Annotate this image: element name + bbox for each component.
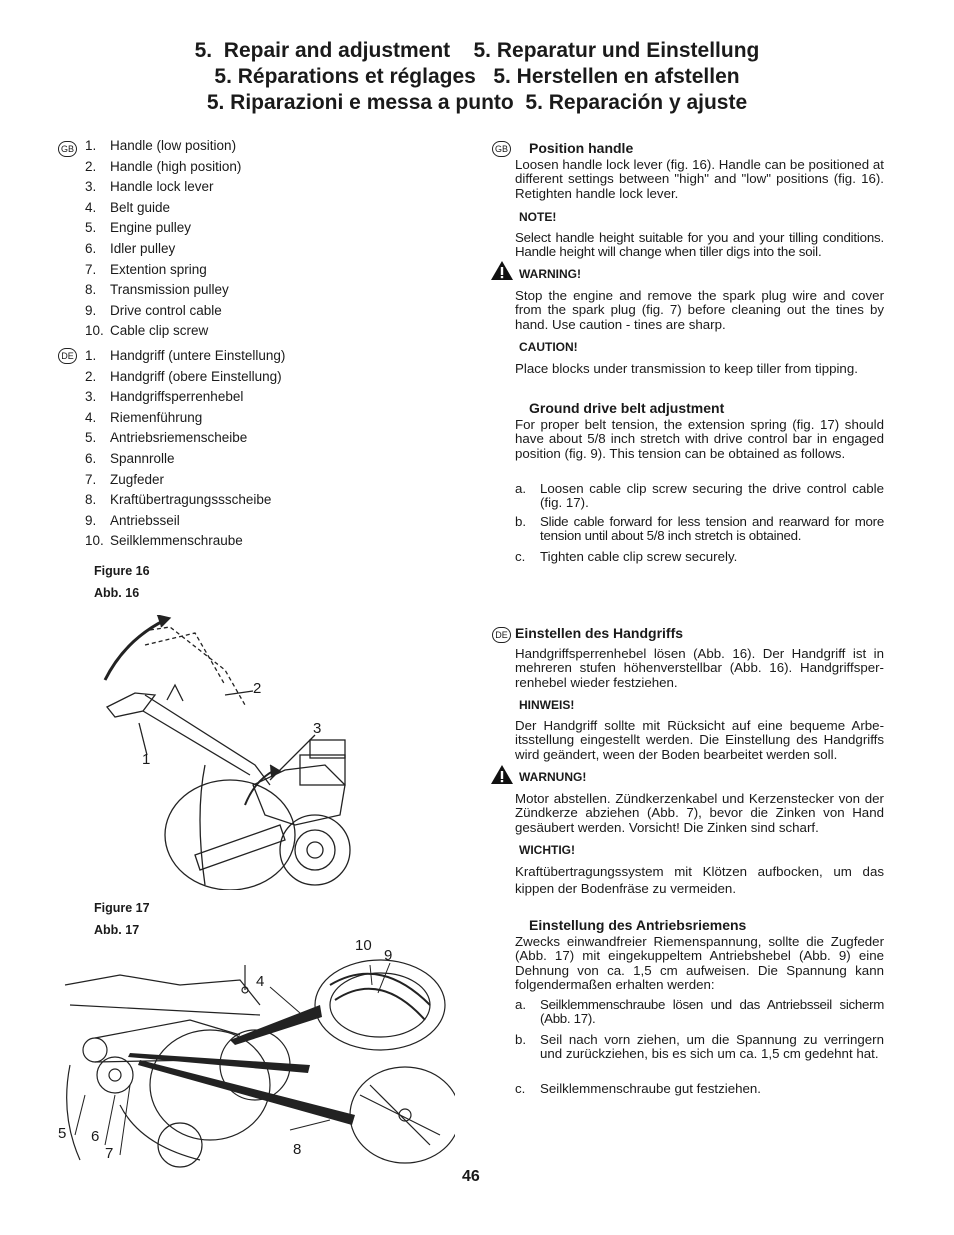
list-item	[85, 408, 285, 429]
warnung-text: Motor abstellen. Zündkerzenkabel und Kerzenstecker von der Zündkerze abziehen (Abb. 7), bevor die Zinken von Hand gesäubert werden. Vorsicht! Die Zinken sind scharf.	[515, 791, 884, 835]
warning-icon	[490, 260, 514, 281]
figure-16-label-de: Abb. 16	[94, 586, 140, 600]
position-handle-text: Loosen handle lock lever (fig. 16). Handle can be positioned at different settings between "high" and "low" positions (fig. 16). Retighten handle lock lever.	[515, 157, 884, 201]
list-item-label: Kraftübertragungssscheibe	[110, 492, 272, 508]
list-item-label: Drive control cable	[110, 302, 222, 318]
hinweis-text: Der Handgriff sollte mit Rücksicht auf eine bequeme Arbe-itsstellung eingestellt werden. Die Einstellung des Handgriffs wird geändert, ween der Boden bearbeitet werden soll.	[515, 718, 884, 762]
page-title-line-2: 5. Réparations et réglages 5. Herstellen en afstellen	[214, 65, 740, 88]
caution-heading: CAUTION!	[519, 340, 578, 354]
list-item	[85, 387, 285, 408]
einstellen-handgriff-heading: Einstellen des Handgriffs	[515, 625, 684, 641]
gb-language-badge-right: GB	[492, 141, 511, 157]
list-item	[85, 321, 241, 342]
antriebsriemen-heading: Einstellung des Antriebsriemens	[529, 917, 747, 933]
list-item	[85, 157, 241, 178]
list-item	[85, 490, 285, 511]
warnung-heading: WARNUNG!	[519, 770, 587, 784]
list-item-number: 9.	[85, 302, 97, 318]
figure-17-callout-4: 4	[256, 973, 265, 990]
list-item-number: 2.	[85, 158, 97, 174]
figure-16-callout-1: 1	[142, 751, 151, 768]
list-item	[85, 239, 241, 260]
de-language-badge: DE	[58, 348, 77, 364]
list-item-label: Handle lock lever	[110, 179, 214, 195]
list-item-number: 4.	[85, 409, 97, 425]
list-item	[85, 470, 285, 491]
list-item-label: Seilklemmenschraube	[110, 533, 243, 549]
list-item-number: 6.	[85, 450, 97, 466]
list-item-label: Engine pulley	[110, 220, 192, 236]
list-item-number: 6.	[85, 240, 97, 256]
list-item-label: Handle (low position)	[110, 138, 237, 153]
list-item	[85, 511, 285, 532]
list-item-number: 8.	[85, 282, 97, 298]
belt-adjustment-heading: Ground drive belt adjustment	[529, 400, 725, 416]
list-item-number: 2.	[85, 368, 97, 384]
list-item-number: 3.	[85, 179, 97, 195]
list-item	[85, 301, 241, 322]
figure-17-callout-7: 7	[105, 1145, 114, 1162]
page-title-line-3: 5. Riparazioni e messa a punto 5. Reparación y ajuste	[206, 91, 748, 114]
list-item-label: Handgriff (obere Einstellung)	[110, 368, 282, 384]
list-item-label: Riemenführung	[110, 409, 203, 425]
list-item	[85, 367, 285, 388]
list-item-number: 8.	[85, 492, 97, 508]
antriebsriemen-text: Zwecks einwandfreier Riemenspannung, sollte die Zugfeder (Abb. 17) mit eingekuppeltem Antriebshebel (Abb. 9) eine Dehnung von ca. 1,5 cm aufweisen. Die Spannung kann folgendermaßen erhalten werden:	[515, 934, 884, 992]
list-item-label: Idler pulley	[110, 240, 176, 256]
caution-text: Place blocks under transmission to keep tiller from tipping.	[515, 361, 858, 376]
figure-17-callout-9: 9	[384, 947, 393, 964]
gb-language-badge: GB	[58, 141, 77, 157]
figure-16-illustration	[95, 615, 365, 890]
figure-17-callout-10: 10	[355, 937, 372, 954]
list-item-label: Cable clip screw	[110, 323, 209, 339]
wichtig-heading: WICHTIG!	[519, 843, 575, 857]
list-item-number: 7.	[85, 261, 97, 277]
parts-list-de	[85, 346, 285, 552]
warning-heading: WARNING!	[519, 267, 581, 281]
list-item-number: 10.	[85, 533, 104, 549]
list-item	[85, 449, 285, 470]
list-item-label: Handgriffsperrenhebel	[110, 389, 244, 405]
list-item	[85, 136, 241, 157]
list-item	[85, 260, 241, 281]
figure-17-callout-8: 8	[293, 1141, 302, 1158]
list-item-label: Handle (high position)	[110, 158, 242, 174]
list-item-label: Belt guide	[110, 199, 171, 215]
hinweis-heading: HINWEIS!	[519, 698, 575, 712]
de-language-badge-right: DE	[492, 627, 511, 643]
figure-16-callout-3: 3	[313, 720, 322, 737]
belt-adjustment-text: For proper belt tension, the extension spring (fig. 17) should have about 5/8 inch stretch with drive control bar in engaged position (fig. 9). This tension can be obtained as follows.	[515, 417, 884, 461]
list-item	[85, 346, 285, 367]
list-item	[85, 428, 285, 449]
list-item-number: 1.	[85, 138, 97, 153]
list-item-number: 1.	[85, 348, 97, 363]
figure-16-label: Figure 16	[94, 564, 150, 578]
figure-17-callout-6: 6	[91, 1128, 100, 1145]
list-item-label: Antriebsseil	[110, 512, 180, 528]
list-item-label: Handgriff (untere Einstellung)	[110, 348, 286, 363]
list-item	[85, 198, 241, 219]
list-item-number: 9.	[85, 512, 97, 528]
note-heading: NOTE!	[519, 210, 557, 224]
list-item	[85, 280, 241, 301]
list-item-number: 7.	[85, 471, 97, 487]
figure-16-callout-2: 2	[253, 680, 262, 697]
list-item-label: Zugfeder	[110, 471, 165, 487]
list-item	[85, 177, 241, 198]
list-item-label: Extention spring	[110, 261, 207, 277]
list-item-label: Antriebsriemenscheibe	[110, 430, 248, 446]
figure-17-callout-5: 5	[58, 1125, 67, 1142]
note-text: Select handle height suitable for you and your tilling conditions. Handle height will change when tiller digs into the soil.	[515, 230, 884, 260]
page-title-line-1: 5. Repair and adjustment 5. Reparatur und Einstellung	[194, 39, 760, 62]
position-handle-heading: Position handle	[529, 140, 634, 156]
wichtig-text: Kraftübertragungssystem mit Klötzen aufbocken, um das kippen der Bodenfräse zu vermeiden.	[515, 864, 884, 896]
list-item-number: 5.	[85, 430, 97, 446]
list-item-label: Transmission pulley	[110, 282, 229, 298]
parts-list-gb	[85, 136, 241, 342]
list-item-number: 4.	[85, 199, 97, 215]
warning-text: Stop the engine and remove the spark plug wire and cover from the spark plug (fig. 7) before cleaning out the tines by hand. Use caution - tines are sharp.	[515, 288, 884, 332]
einstellen-handgriff-text: Handgriffsperrenhebel lösen (Abb. 16). Der Handgriff ist in mehreren stufen höhenverstellbar (Abb. 16). Handgriffsper-renhebel wieder festziehen.	[515, 646, 884, 690]
list-item	[85, 218, 241, 239]
warning-icon-de	[490, 764, 514, 785]
figure-17-label-de: Abb. 17	[94, 923, 140, 937]
page-number: 46	[462, 1168, 480, 1185]
list-item-number: 5.	[85, 220, 97, 236]
list-item-number: 10.	[85, 323, 104, 339]
figure-17-label: Figure 17	[94, 901, 150, 915]
list-item-number: 3.	[85, 389, 97, 405]
list-item	[85, 531, 285, 552]
list-item-label: Spannrolle	[110, 450, 175, 466]
